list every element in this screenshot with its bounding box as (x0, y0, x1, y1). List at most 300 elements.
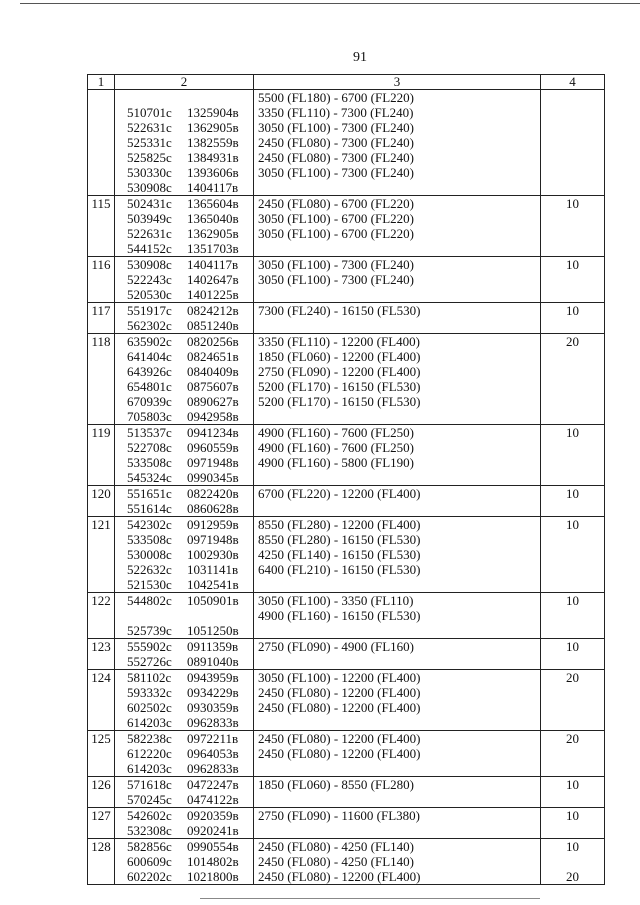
latitude: 614203c (127, 761, 172, 776)
longitude: 0474122в (187, 792, 239, 807)
altitude-cell (254, 777, 541, 808)
row-number: 120 (88, 486, 115, 517)
value: 10 (566, 808, 579, 823)
coordinate-line (115, 165, 253, 180)
latitude: 570245c (127, 792, 172, 807)
coordinates-cell (115, 839, 254, 885)
coordinate-line (115, 685, 253, 700)
altitude-range: 2450 (FL080) - 12200 (FL400) (258, 685, 421, 700)
latitude: 600609c (127, 854, 172, 869)
coordinates-cell (115, 593, 254, 639)
coordinates-cell (115, 90, 254, 196)
coordinate-line (115, 135, 253, 150)
altitude-range: 7300 (FL240) - 16150 (FL530) (258, 303, 421, 318)
altitude-range: 4900 (FL160) - 5800 (FL190) (258, 455, 414, 470)
latitude: 635902c (127, 334, 172, 349)
latitude: 602502c (127, 700, 172, 715)
latitude: 502431c (127, 196, 172, 211)
latitude: 503949c (127, 211, 172, 226)
value-cell (541, 517, 605, 593)
latitude: 612220c (127, 746, 172, 761)
latitude: 551614c (127, 501, 172, 516)
value-cell (541, 303, 605, 334)
row-number: 124 (88, 670, 115, 731)
longitude: 1351703в (187, 241, 239, 256)
value-cell (541, 839, 605, 885)
longitude: 0472247в (187, 777, 239, 792)
coordinate-line (115, 700, 253, 715)
table-row (88, 303, 605, 334)
value-cell (541, 425, 605, 486)
table-row (88, 670, 605, 731)
coordinate-line (115, 608, 253, 623)
table-row (88, 731, 605, 777)
altitude-range (254, 241, 540, 256)
longitude: 0971948в (187, 532, 239, 547)
coordinate-line (115, 654, 253, 669)
latitude: 525739c (127, 623, 172, 638)
altitude-cell (254, 639, 541, 670)
coordinate-line (115, 364, 253, 379)
altitude-range (254, 577, 540, 592)
altitude-range (254, 409, 540, 424)
table-body (88, 90, 605, 885)
altitude-range (254, 180, 540, 195)
altitude-range: 3050 (FL100) - 3350 (FL110) (258, 593, 414, 608)
coordinate-line (115, 869, 253, 884)
longitude: 0942958в (187, 409, 239, 424)
longitude: 1402647в (187, 272, 239, 287)
latitude: 614203c (127, 715, 172, 730)
latitude: 551917c (127, 303, 172, 318)
latitude: 525331c (127, 135, 172, 150)
altitude-cell (254, 486, 541, 517)
coordinate-line (115, 486, 253, 501)
row-number: 117 (88, 303, 115, 334)
longitude: 0875607в (187, 379, 239, 394)
coordinates-cell (115, 257, 254, 303)
latitude: 542602c (127, 808, 172, 823)
coordinate-line (115, 639, 253, 654)
longitude: 1325904в (187, 105, 239, 120)
altitude-range (254, 287, 540, 302)
latitude: 522631c (127, 226, 172, 241)
altitude-range: 2450 (FL080) - 7300 (FL240) (258, 150, 414, 165)
coordinate-line (115, 425, 253, 440)
longitude: 1384931в (187, 150, 239, 165)
latitude: 544802c (127, 593, 172, 608)
coordinate-line (115, 501, 253, 516)
coordinate-line (115, 440, 253, 455)
altitude-range: 1850 (FL060) - 8550 (FL280) (258, 777, 414, 792)
longitude: 0840409в (187, 364, 239, 379)
latitude: 571618c (127, 777, 172, 792)
coordinate-line (115, 854, 253, 869)
coordinate-line (115, 318, 253, 333)
altitude-range: 2450 (FL080) - 12200 (FL400) (258, 869, 421, 884)
altitude-range: 8550 (FL280) - 16150 (FL530) (258, 532, 421, 547)
coordinate-line (115, 334, 253, 349)
coordinate-line (115, 532, 253, 547)
value-cell (541, 90, 605, 196)
table-row (88, 517, 605, 593)
value-cell (541, 777, 605, 808)
coordinate-line (115, 593, 253, 608)
latitude: 533508c (127, 532, 172, 547)
table-row (88, 425, 605, 486)
latitude: 545324c (127, 470, 172, 485)
coordinate-line (115, 287, 253, 302)
table-row (88, 593, 605, 639)
altitude-range: 3350 (FL110) - 12200 (FL400) (258, 334, 421, 349)
longitude: 0930359в (187, 700, 239, 715)
table-row (88, 639, 605, 670)
latitude: 641404c (127, 349, 172, 364)
value (541, 854, 604, 869)
coordinates-cell (115, 639, 254, 670)
latitude: 670939c (127, 394, 172, 409)
longitude: 0943959в (187, 670, 239, 685)
latitude: 533508c (127, 455, 172, 470)
altitude-range: 2450 (FL080) - 4250 (FL140) (258, 839, 414, 854)
altitude-range: 3050 (FL100) - 12200 (FL400) (258, 670, 421, 685)
coordinate-line (115, 394, 253, 409)
value: 20 (566, 670, 579, 685)
longitude: 0920241в (187, 823, 239, 838)
altitude-cell (254, 517, 541, 593)
coordinate-line (115, 577, 253, 592)
altitude-range: 2750 (FL090) - 12200 (FL400) (258, 364, 421, 379)
latitude: 522243c (127, 272, 172, 287)
latitude: 654801c (127, 379, 172, 394)
longitude: 0990554в (187, 839, 239, 854)
altitude-range: 3050 (FL100) - 7300 (FL240) (258, 120, 414, 135)
table-row (88, 839, 605, 885)
coordinates-cell (115, 425, 254, 486)
coordinates-cell (115, 517, 254, 593)
coordinates-cell (115, 334, 254, 425)
coordinate-line (115, 547, 253, 562)
value: 20 (566, 334, 579, 349)
bottom-rule (200, 898, 540, 899)
value: 20 (566, 731, 579, 746)
page-number: 91 (353, 50, 367, 65)
longitude: 1404117в (187, 257, 239, 272)
table-row (88, 777, 605, 808)
row-number: 125 (88, 731, 115, 777)
value: 10 (566, 196, 579, 211)
coordinate-line (115, 792, 253, 807)
coordinate-line (115, 211, 253, 226)
altitude-range: 4900 (FL160) - 16150 (FL530) (258, 608, 421, 623)
longitude: 0934229в (187, 685, 239, 700)
latitude: 525825c (127, 150, 172, 165)
value-cell (541, 670, 605, 731)
altitude-range: 2450 (FL080) - 12200 (FL400) (258, 731, 421, 746)
coordinate-line (115, 777, 253, 792)
table-row (88, 90, 605, 196)
longitude: 0851240в (187, 318, 239, 333)
altitude-range: 3050 (FL100) - 7300 (FL240) (258, 165, 414, 180)
longitude: 1401225в (187, 287, 239, 302)
coordinates-cell (115, 196, 254, 257)
longitude: 1393606в (187, 165, 239, 180)
coordinate-line (115, 105, 253, 120)
coordinate-line (115, 808, 253, 823)
coordinate-line (115, 517, 253, 532)
longitude: 1365040в (187, 211, 239, 226)
latitude: 544152c (127, 241, 172, 256)
altitude-cell (254, 670, 541, 731)
altitude-range (254, 792, 540, 807)
row-number: 118 (88, 334, 115, 425)
row-number: 121 (88, 517, 115, 593)
altitude-cell (254, 425, 541, 486)
coordinate-line (115, 670, 253, 685)
value-cell (541, 808, 605, 839)
coordinates-cell (115, 808, 254, 839)
row-number: 122 (88, 593, 115, 639)
longitude: 0822420в (187, 486, 239, 501)
altitude-range: 3350 (FL110) - 7300 (FL240) (258, 105, 414, 120)
longitude: 0912959в (187, 517, 239, 532)
coordinate-line (115, 409, 253, 424)
latitude: 522632c (127, 562, 172, 577)
altitude-range: 5500 (FL180) - 6700 (FL220) (258, 90, 414, 105)
altitude-range: 2450 (FL080) - 12200 (FL400) (258, 700, 421, 715)
altitude-range: 2450 (FL080) - 12200 (FL400) (258, 746, 421, 761)
latitude: 555902c (127, 639, 172, 654)
coordinate-line (115, 150, 253, 165)
coordinates-cell (115, 777, 254, 808)
coordinate-line (115, 241, 253, 256)
coordinate-line (115, 379, 253, 394)
altitude-range: 4250 (FL140) - 16150 (FL530) (258, 547, 421, 562)
value: 10 (566, 517, 579, 532)
latitude: 551651c (127, 486, 172, 501)
row-number: 127 (88, 808, 115, 839)
coordinates-cell (115, 670, 254, 731)
latitude: 522708c (127, 440, 172, 455)
value: 10 (566, 639, 579, 654)
table-row (88, 257, 605, 303)
altitude-cell (254, 731, 541, 777)
latitude: 530330c (127, 165, 172, 180)
altitude-cell (254, 196, 541, 257)
altitude-cell (254, 334, 541, 425)
coordinate-line (115, 349, 253, 364)
altitude-cell (254, 90, 541, 196)
altitude-range (254, 823, 540, 838)
coordinate-line (115, 257, 253, 272)
row-number: 115 (88, 196, 115, 257)
coordinate-line (115, 455, 253, 470)
table-row (88, 486, 605, 517)
row-number: 119 (88, 425, 115, 486)
altitude-range: 3050 (FL100) - 6700 (FL220) (258, 211, 414, 226)
altitude-cell (254, 808, 541, 839)
value-cell (541, 486, 605, 517)
row-number (88, 90, 115, 196)
coordinate-line (115, 196, 253, 211)
altitude-range (254, 318, 540, 333)
row-number: 116 (88, 257, 115, 303)
longitude: 0824212в (187, 303, 239, 318)
altitude-range: 2450 (FL080) - 4250 (FL140) (258, 854, 414, 869)
altitude-range: 8550 (FL280) - 12200 (FL400) (258, 517, 421, 532)
longitude: 0964053в (187, 746, 239, 761)
altitude-range: 4900 (FL160) - 7600 (FL250) (258, 425, 414, 440)
altitude-range: 2450 (FL080) - 6700 (FL220) (258, 196, 414, 211)
latitude: 510701c (127, 105, 172, 120)
latitude: 705803c (127, 409, 172, 424)
row-number: 126 (88, 777, 115, 808)
longitude: 1042541в (187, 577, 239, 592)
altitude-cell (254, 257, 541, 303)
altitude-range: 5200 (FL170) - 16150 (FL530) (258, 379, 421, 394)
altitude-range: 2750 (FL090) - 4900 (FL160) (258, 639, 414, 654)
longitude: 1362905в (187, 226, 239, 241)
value: 10 (566, 839, 579, 854)
longitude: 1014802в (187, 854, 239, 869)
value-cell (541, 334, 605, 425)
altitude-range (254, 501, 540, 516)
latitude: 521530c (127, 577, 172, 592)
altitude-range: 6700 (FL220) - 12200 (FL400) (258, 486, 421, 501)
longitude: 0824651в (187, 349, 239, 364)
longitude: 0960559в (187, 440, 239, 455)
latitude: 530908c (127, 180, 172, 195)
coordinate-line (115, 470, 253, 485)
coordinate-line (115, 272, 253, 287)
latitude: 532308c (127, 823, 172, 838)
altitude-range: 5200 (FL170) - 16150 (FL530) (258, 394, 421, 409)
row-number: 128 (88, 839, 115, 885)
table-row (88, 196, 605, 257)
longitude: 0972211в (187, 731, 239, 746)
coordinate-line (115, 715, 253, 730)
coordinates-cell (115, 486, 254, 517)
altitude-range (254, 470, 540, 485)
longitude: 0890627в (187, 394, 239, 409)
latitude: 522631c (127, 120, 172, 135)
altitude-range: 4900 (FL160) - 7600 (FL250) (258, 440, 414, 455)
longitude: 1404117в (187, 180, 239, 195)
coordinates-cell (115, 303, 254, 334)
longitude: 1002930в (187, 547, 239, 562)
coordinate-line (115, 562, 253, 577)
value: 10 (566, 486, 579, 501)
altitude-range: 2450 (FL080) - 7300 (FL240) (258, 135, 414, 150)
value: 10 (566, 303, 579, 318)
longitude: 1362905в (187, 120, 239, 135)
longitude: 1031141в (187, 562, 239, 577)
header-col-2: 2 (115, 75, 254, 90)
coordinate-line (115, 180, 253, 195)
header-col-4: 4 (541, 75, 605, 90)
coordinate-line (115, 303, 253, 318)
longitude: 0971948в (187, 455, 239, 470)
altitude-range (254, 654, 540, 669)
value-cell (541, 639, 605, 670)
value-cell (541, 196, 605, 257)
airspace-table (87, 74, 605, 885)
value-cell (541, 257, 605, 303)
latitude: 530008c (127, 547, 172, 562)
table-row (88, 334, 605, 425)
coordinate-line (115, 90, 253, 105)
coordinate-line (115, 623, 253, 638)
coordinate-line (115, 120, 253, 135)
latitude: 542302c (127, 517, 172, 532)
value-cell (541, 731, 605, 777)
altitude-range (254, 715, 540, 730)
latitude: 582238c (127, 731, 172, 746)
coordinates-cell (115, 731, 254, 777)
latitude: 581102c (127, 670, 172, 685)
latitude: 552726c (127, 654, 172, 669)
coordinate-line (115, 823, 253, 838)
coordinate-line (115, 746, 253, 761)
altitude-range (254, 623, 540, 638)
altitude-range: 6400 (FL210) - 16150 (FL530) (258, 562, 421, 577)
row-number: 123 (88, 639, 115, 670)
longitude: 0941234в (187, 425, 239, 440)
value: 10 (566, 425, 579, 440)
longitude: 1382559в (187, 135, 239, 150)
value: 10 (566, 257, 579, 272)
altitude-range: 3050 (FL100) - 7300 (FL240) (258, 272, 414, 287)
longitude: 1051250в (187, 623, 239, 638)
value: 20 (566, 869, 579, 884)
latitude: 530908c (127, 257, 172, 272)
altitude-range: 2750 (FL090) - 11600 (FL380) (258, 808, 421, 823)
longitude: 0860628в (187, 501, 239, 516)
longitude: 1365604в (187, 196, 239, 211)
value: 10 (566, 593, 579, 608)
altitude-range: 3050 (FL100) - 7300 (FL240) (258, 257, 414, 272)
coordinate-line (115, 731, 253, 746)
longitude: 0990345в (187, 470, 239, 485)
longitude: 0962833в (187, 715, 239, 730)
latitude: 562302c (127, 318, 172, 333)
value: 10 (566, 777, 579, 792)
longitude: 1050901в (187, 593, 239, 608)
longitude: 0920359в (187, 808, 239, 823)
longitude: 0962833в (187, 761, 239, 776)
latitude: 513537c (127, 425, 172, 440)
latitude: 582856c (127, 839, 172, 854)
header-col-1: 1 (88, 75, 115, 90)
top-rule (20, 3, 640, 4)
altitude-range: 1850 (FL060) - 12200 (FL400) (258, 349, 421, 364)
altitude-cell (254, 593, 541, 639)
altitude-range: 3050 (FL100) - 6700 (FL220) (258, 226, 414, 241)
coordinate-line (115, 761, 253, 776)
value-cell (541, 593, 605, 639)
altitude-cell (254, 303, 541, 334)
header-row (88, 75, 605, 90)
latitude: 593332c (127, 685, 172, 700)
coordinate-line (115, 839, 253, 854)
longitude: 0891040в (187, 654, 239, 669)
altitude-cell (254, 839, 541, 885)
table-row (88, 808, 605, 839)
latitude: 643926c (127, 364, 172, 379)
latitude: 602202c (127, 869, 172, 884)
header-col-3: 3 (254, 75, 541, 90)
latitude: 520530c (127, 287, 172, 302)
